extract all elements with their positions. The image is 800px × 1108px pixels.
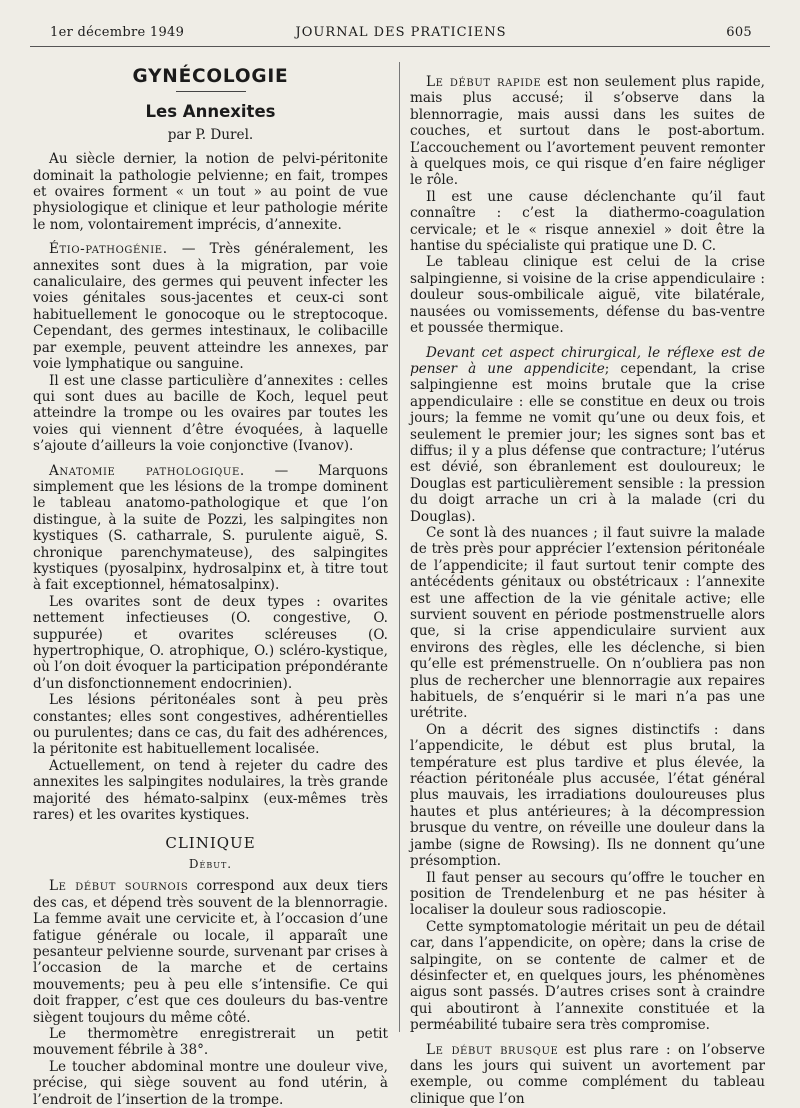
etiopathogenie-text: — Très généralement, les annexites sont dues à la migration, par voie canaliculaire, des germes qui peuvent infecter les voies génitales sous-jacentes et ceux-ci sont habituellement le gonocoque ou le streptocoque. Cependant, des germes intestinaux, le colibacille par exemple, peuvent atteindre les annexes, par voie lymphatique ou sanguine.: [33, 241, 388, 373]
left-column: [33, 66, 388, 1108]
anatomie-text: — Marquons simplement que les lésions de la trompe dominent le tableau anatomo-pathologique et que l’on distingue, à la suite de Pozzi, les salpingites non kystiques (S. catharrale, S. purulente aiguë, S. chronique parenchymateuse), des salpingites kystiques (pyosalpinx, hydrosalpinx et, à titre tout à fait exceptionnel, hématosalpinx).: [33, 462, 388, 594]
sournois-label: Le début sournois: [49, 878, 189, 895]
cause-paragraph: Il est une cause déclenchante qu’il faut connaître : c’est la diathermo-coagulation cervicale; et le « risque annexiel » doit être la hantise du spécialiste qui pratique une D. C.: [410, 188, 765, 255]
right-column: [410, 66, 765, 1107]
clinique-heading: CLINIQUE: [165, 834, 256, 853]
symptomatologie-paragraph: Cette symptomatologie méritait un peu de détail car, dans l’appendicite, on opère; dans la crise de salpingite, on se contente de calmer et de désinfecter et, en quelques jours, les phénomènes aigus sont passés. D’autres crises sont à craindre qui aboutiront à l’annexite constituée et la perméabilité tubaire sera très compromise.: [410, 918, 765, 1034]
tableau-paragraph: Le tableau clinique est celui de la crise salpingienne, si voisine de la crise appendiculaire : douleur sous-ombilicale aiguë, vite bilatérale, nausées ou vomissements, défense du bas-ventre et poussée thermique.: [410, 254, 765, 337]
header-date: 1er décembre 1949: [50, 25, 185, 40]
lesions-paragraph: Les lésions péritonéales sont à peu près constantes; elles sont congestives, adhérentielles ou purulentes; dans ce cas, du fait des adhérences, la péritonite est habituellement localisée.: [33, 692, 388, 758]
header-page-number: 605: [726, 25, 752, 40]
signes-paragraph: On a décrit des signes distinctifs : dans l’appendicite, le début est plus brutal, la température est plus tardive et plus élevée, la réaction péritonéale plus accusée, l’état général plus mauvais, les irradiations douloureuses plus hautes et plus antérieures; à la décompression brusque du ventre, on réveille une douleur dans la jambe (signe de Rowsing). Ils ne donnent qu’une présomption.: [410, 721, 765, 870]
rapide-paragraph: [410, 74, 765, 189]
nuances-paragraph: Ce sont là des nuances ; il faut suivre la malade de très près pour apprécier l’extension péritonéale de l’appendicite; il faut surtout tenir compte des antécédents génitaux ou obstétricaux : l’annexite est une affection de la vie génitale active; elle survient souvent en période postmenstruelle alors que, si la crise appendiculaire survient aux environs des règles, elle les déclenche, si bien qu’elle est prémenstruelle. On n’oubliera pas non plus de rechercher une blennorragie aux repaires habituels, de s’enquérir si le mari n’a pas une urétrite.: [410, 524, 765, 722]
column-divider: [399, 62, 400, 1032]
header-rule: [30, 46, 770, 47]
ovarites-paragraph: Les ovarites sont de deux types : ovarites nettement infectieuses (O. congestive, O. suppurée) et ovarites scléreuses (O. hypertrophique, O. atrophique, O.) scléro-kystique, où l’on doit évoquer la participation prépondérante d’un disfonctionnement endocrinien).: [33, 593, 388, 692]
debut-heading: Début.: [188, 856, 233, 871]
thermometre-paragraph: Le thermomètre enregistrerait un petit mouvement fébrile à 38°.: [33, 1025, 388, 1059]
anatomie-heading: Anatomie pathologique.: [49, 462, 245, 479]
anatomie-paragraph: [33, 463, 388, 594]
sournois-text: correspond aux deux tiers des cas, et dépend très souvent de la blennorragie. La femme avait une cervicite et, à l’occasion d’une fatigue générale ou locale, il apparaît une pesanteur pelvienne sourde, survenant par crises à l’occasion de la marche et de certains mouvements; peu à peu elle s’intensifie. Ce qui doit frapper, c’est que ces douleurs du bas-ventre siègent toujours du même côté.: [33, 878, 389, 1026]
penser-paragraph: Il faut penser au secours qu’offre le toucher en position de Trendelenburg et ne pas hésiter à localiser la douleur sous radioscopie.: [410, 869, 765, 919]
rapide-label: Le début rapide: [426, 74, 542, 90]
devant-text: ; cependant, la crise salpingienne est moins brutale que la crise appendiculaire : elle se constitue en deux ou trois jours; la femme ne vomit qu’une ou deux fois, et seulement le premier jour; les signes sont bas et diffus; il y a plus défense que contracture; l’utérus est dévié, son ébranlement est douloureux; le Douglas est particulièrement sensible : la pression du doigt arrache un cri à la malade (cri du Douglas).: [410, 360, 766, 525]
toucher-paragraph: Le toucher abdominal montre une douleur vive, précise, qui siège souvent au fond utérin, à l’endroit de l’insertion de la trompe.: [33, 1058, 388, 1108]
section-title: GYNÉCOLOGIE: [132, 66, 289, 87]
koch-paragraph: Il est une classe particulière d’annexites : celles qui sont dues au bacille de Koch, lequel peut atteindre la trompe ou les ovaires par toutes les voies qui viennent d’être évoquées, à laquelle s’ajoute d’ailleurs la voie conjonctive (Ivanov).: [33, 372, 388, 455]
article-title: Les Annexites: [145, 102, 276, 122]
intro-paragraph: Au siècle dernier, la notion de pelvi-péritonite dominait la pathologie pelvienne; en fait, trompes et ovaires forment « un tout » au point de vue physiologique et clinique et leur pathologie mérite le nom, volontairement imprécis, d’annexite.: [33, 151, 388, 233]
article-byline: par P. Durel.: [167, 126, 254, 143]
header-journal-name: JOURNAL DES PRATICIENS: [295, 25, 507, 40]
etiopathogenie-heading: Étio-pathogénie.: [49, 241, 168, 258]
section-rule: [176, 91, 246, 92]
devant-italic: Devant cet aspect chirurgical, le réflexe est de penser à une appendicite: [410, 344, 765, 377]
actuellement-paragraph: Actuellement, on tend à rejeter du cadre des annexites les salpingites nodulaires, la très grande majorité des hémato-salpinx (eux-mêmes très rares) et les ovarites kystiques.: [33, 757, 388, 824]
rapide-text: est non seulement plus rapide, mais plus accusé; il s’observe dans la blennorragie, mais aussi dans les suites de couches, et surtout dans le post-abortum. L’accouchement ou l’avortement peuvent remonter à quelques mois, ce qui risque d’en faire négliger le rôle.: [410, 74, 765, 189]
devant-paragraph: [410, 345, 765, 525]
sournois-paragraph: [33, 878, 388, 1026]
brusque-label: Le début brusque: [426, 1041, 559, 1058]
brusque-paragraph: [410, 1042, 765, 1108]
brusque-text: est plus rare : on l’observe dans les jours qui suivent un avortement par exemple, ou comme complément du tableau clinique que l’on: [410, 1041, 766, 1107]
running-header: [50, 25, 752, 45]
etiopathogenie-paragraph: [33, 241, 388, 372]
